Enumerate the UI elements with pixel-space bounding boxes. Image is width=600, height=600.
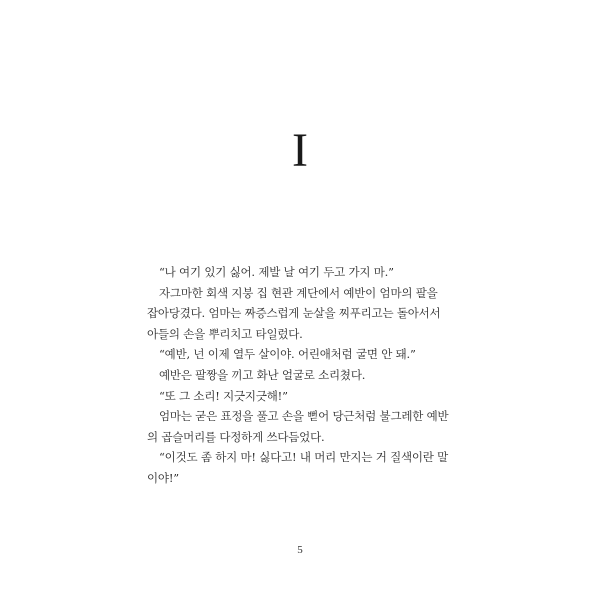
text-line: “예반, 넌 이제 열두 살이야. 어린애처럼 굴면 안 돼.” xyxy=(159,347,416,362)
text-line: “또 그 소리! 지긋지긋해!” xyxy=(159,388,288,403)
text-line: 자그마한 회색 지붕 집 현관 계단에서 예반이 엄마의 팔을 xyxy=(159,285,438,300)
chapter-number: I xyxy=(292,124,308,177)
text-line: 아들의 손을 뿌리치고 타일렀다. xyxy=(147,326,303,341)
text-line: 의 곱슬머리를 다정하게 쓰다듬었다. xyxy=(147,429,325,444)
text-line: 잡아당겼다. 엄마는 짜증스럽게 눈살을 찌푸리고는 돌아서서 xyxy=(147,306,441,321)
text-line: 예반은 팔짱을 끼고 화난 얼굴로 소리쳤다. xyxy=(159,367,366,382)
page-number: 5 xyxy=(297,544,303,556)
text-line: “이것도 좀 하지 마! 싫다고! 내 머리 만지는 거 질색이란 말 xyxy=(159,450,449,465)
text-line: “나 여기 있기 싫어. 제발 날 여기 두고 가지 마.” xyxy=(159,265,394,279)
text-line: 엄마는 굳은 표정을 풀고 손을 뻗어 당근처럼 불그레한 예반 xyxy=(159,409,449,424)
body-text xyxy=(147,262,473,489)
text-line: 이야!” xyxy=(147,470,179,485)
